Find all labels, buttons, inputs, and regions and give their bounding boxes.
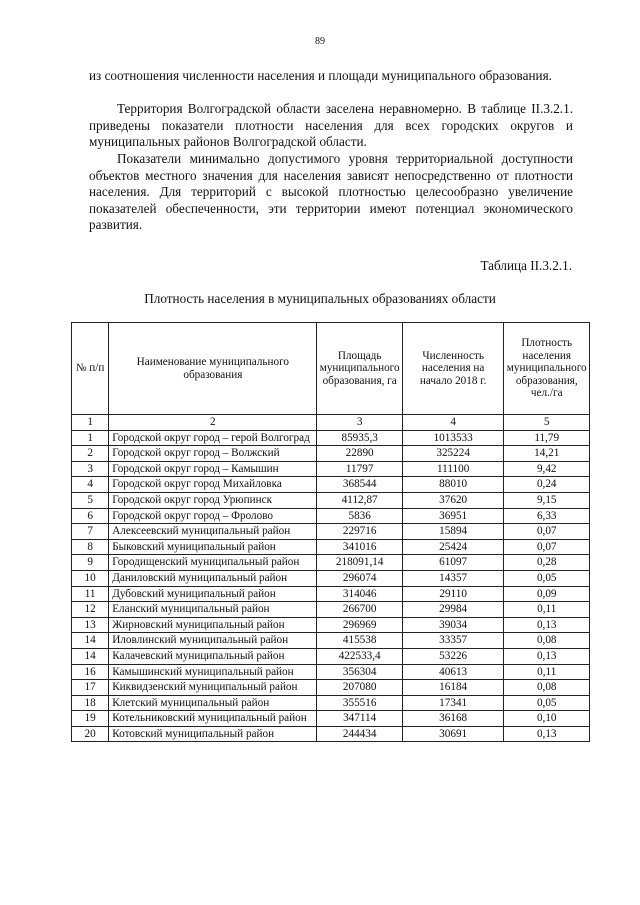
row-number: 19: [72, 711, 109, 727]
table-row: [72, 586, 590, 602]
municipality-name: Иловлинский муниципальный район: [109, 633, 317, 649]
paragraph-2: [89, 101, 573, 151]
area-value: 22890: [317, 446, 402, 462]
area-value: 355516: [317, 695, 402, 711]
paragraph-2-text: Территория Волгоградской области заселена неравномерно. В таблице II.3.2.1. приведены показатели плотности населения для всех городских округов и муниципальных районов Волгоградской области.: [89, 101, 573, 150]
population-value: 325224: [402, 446, 504, 462]
column-number: 2: [109, 415, 317, 431]
population-value: 33357: [402, 633, 504, 649]
table-row: [72, 446, 590, 462]
population-value: 30691: [402, 726, 504, 742]
density-value: 0,09: [504, 586, 590, 602]
density-value: 9,42: [504, 461, 590, 477]
row-number: 11: [72, 586, 109, 602]
density-value: 0,07: [504, 524, 590, 540]
municipality-name: Котельниковский муниципальный район: [109, 711, 317, 727]
area-value: 296969: [317, 617, 402, 633]
table-row: [72, 711, 590, 727]
municipality-name: Городской округ город – Камышин: [109, 461, 317, 477]
municipality-name: Быковский муниципальный район: [109, 539, 317, 555]
municipality-name: Дубовский муниципальный район: [109, 586, 317, 602]
municipality-name: Городской округ город – Фролово: [109, 508, 317, 524]
area-value: 218091,14: [317, 555, 402, 571]
row-number: 18: [72, 695, 109, 711]
row-number: 10: [72, 570, 109, 586]
table-row: [72, 695, 590, 711]
row-number: 5: [72, 492, 109, 508]
row-number: 7: [72, 524, 109, 540]
area-value: 11797: [317, 461, 402, 477]
row-number: 4: [72, 477, 109, 493]
population-value: 14357: [402, 570, 504, 586]
municipality-name: Камышинский муниципальный район: [109, 664, 317, 680]
column-number-row: [72, 415, 590, 431]
table-row: [72, 508, 590, 524]
population-value: 25424: [402, 539, 504, 555]
table-row: [72, 680, 590, 696]
municipality-name: Калачевский муниципальный район: [109, 648, 317, 664]
density-value: 14,21: [504, 446, 590, 462]
density-value: 0,11: [504, 664, 590, 680]
column-number: 3: [317, 415, 402, 431]
area-value: 356304: [317, 664, 402, 680]
density-value: 0,05: [504, 695, 590, 711]
density-value: 0,11: [504, 602, 590, 618]
paragraph-1-text: из соотношения численности населения и площади муниципального образования.: [89, 68, 552, 83]
municipality-name: Клетский муниципальный район: [109, 695, 317, 711]
municipality-name: Городской округ город Урюпинск: [109, 492, 317, 508]
population-value: 1013533: [402, 430, 504, 446]
area-value: 415538: [317, 633, 402, 649]
population-value: 40613: [402, 664, 504, 680]
table-header-row: [72, 323, 590, 415]
row-number: 1: [72, 430, 109, 446]
municipality-name: Городской округ город – герой Волгоград: [109, 430, 317, 446]
column-number: 4: [402, 415, 504, 431]
table-row: [72, 461, 590, 477]
population-value: 36168: [402, 711, 504, 727]
header-density: Плотность населения муниципального образования, чел./га: [504, 323, 590, 415]
area-value: 296074: [317, 570, 402, 586]
header-area: Площадь муниципального образования, га: [317, 323, 402, 415]
header-number: № п/п: [72, 323, 109, 415]
row-number: 17: [72, 680, 109, 696]
density-value: 0,08: [504, 633, 590, 649]
density-value: 11,79: [504, 430, 590, 446]
header-name: Наименование муниципального образования: [109, 323, 317, 415]
table-body: [72, 430, 590, 742]
row-number: 12: [72, 602, 109, 618]
municipality-name: Городищенский муниципальный район: [109, 555, 317, 571]
table-caption: Таблица II.3.2.1.: [480, 258, 572, 273]
table-row: [72, 602, 590, 618]
column-number: 1: [72, 415, 109, 431]
municipality-name: Городской округ город Михайловка: [109, 477, 317, 493]
table-row: [72, 524, 590, 540]
area-value: 5836: [317, 508, 402, 524]
row-number: 14: [72, 633, 109, 649]
population-value: 16184: [402, 680, 504, 696]
area-value: 314046: [317, 586, 402, 602]
population-value: 61097: [402, 555, 504, 571]
population-value: 111100: [402, 461, 504, 477]
row-number: 20: [72, 726, 109, 742]
row-number: 2: [72, 446, 109, 462]
density-value: 9,15: [504, 492, 590, 508]
density-value: 0,08: [504, 680, 590, 696]
density-value: 0,07: [504, 539, 590, 555]
density-value: 0,24: [504, 477, 590, 493]
table-row: [72, 492, 590, 508]
population-value: 15894: [402, 524, 504, 540]
population-value: 29984: [402, 602, 504, 618]
area-value: 244434: [317, 726, 402, 742]
table-row: [72, 726, 590, 742]
population-value: 36951: [402, 508, 504, 524]
municipality-name: Киквидзенский муниципальный район: [109, 680, 317, 696]
population-value: 39034: [402, 617, 504, 633]
population-value: 53226: [402, 648, 504, 664]
density-value: 0,13: [504, 648, 590, 664]
area-value: 347114: [317, 711, 402, 727]
row-number: 16: [72, 664, 109, 680]
population-value: 88010: [402, 477, 504, 493]
area-value: 368544: [317, 477, 402, 493]
table-row: [72, 555, 590, 571]
row-number: 9: [72, 555, 109, 571]
density-value: 6,33: [504, 508, 590, 524]
density-value: 0,28: [504, 555, 590, 571]
table-row: [72, 570, 590, 586]
table-row: [72, 664, 590, 680]
population-value: 37620: [402, 492, 504, 508]
population-value: 29110: [402, 586, 504, 602]
area-value: 207080: [317, 680, 402, 696]
table-row: [72, 477, 590, 493]
paragraph-1: [89, 68, 573, 85]
page-number: 89: [315, 36, 325, 47]
paragraph-3-text: Показатели минимально допустимого уровня территориальной доступности объектов местного значения для населения зависят непосредственно от плотности населения. Для территорий с высокой плотностью целесообразно увеличение показателей обеспеченности, эти территории имеют потенциал экономического развития.: [89, 151, 573, 233]
municipality-name: Котовский муниципальный район: [109, 726, 317, 742]
header-population: Численность населения на начало 2018 г.: [402, 323, 504, 415]
municipality-name: Еланский муниципальный район: [109, 602, 317, 618]
municipality-name: Даниловский муниципальный район: [109, 570, 317, 586]
row-number: 6: [72, 508, 109, 524]
density-table: [71, 322, 590, 742]
density-value: 0,10: [504, 711, 590, 727]
area-value: 4112,87: [317, 492, 402, 508]
table-row: [72, 430, 590, 446]
column-number: 5: [504, 415, 590, 431]
table-row: [72, 617, 590, 633]
row-number: 13: [72, 617, 109, 633]
density-value: 0,13: [504, 726, 590, 742]
row-number: 3: [72, 461, 109, 477]
row-number: 8: [72, 539, 109, 555]
municipality-name: Алексеевский муниципальный район: [109, 524, 317, 540]
table-title: Плотность населения в муниципальных образованиях области: [144, 291, 496, 306]
table-row: [72, 633, 590, 649]
table-row: [72, 539, 590, 555]
area-value: 85935,3: [317, 430, 402, 446]
density-value: 0,05: [504, 570, 590, 586]
density-value: 0,13: [504, 617, 590, 633]
area-value: 341016: [317, 539, 402, 555]
paragraph-3: [89, 151, 573, 234]
population-value: 17341: [402, 695, 504, 711]
area-value: 229716: [317, 524, 402, 540]
area-value: 266700: [317, 602, 402, 618]
municipality-name: Городской округ город – Волжский: [109, 446, 317, 462]
area-value: 422533,4: [317, 648, 402, 664]
table-row: [72, 648, 590, 664]
row-number: 14: [72, 648, 109, 664]
municipality-name: Жирновский муниципальный район: [109, 617, 317, 633]
